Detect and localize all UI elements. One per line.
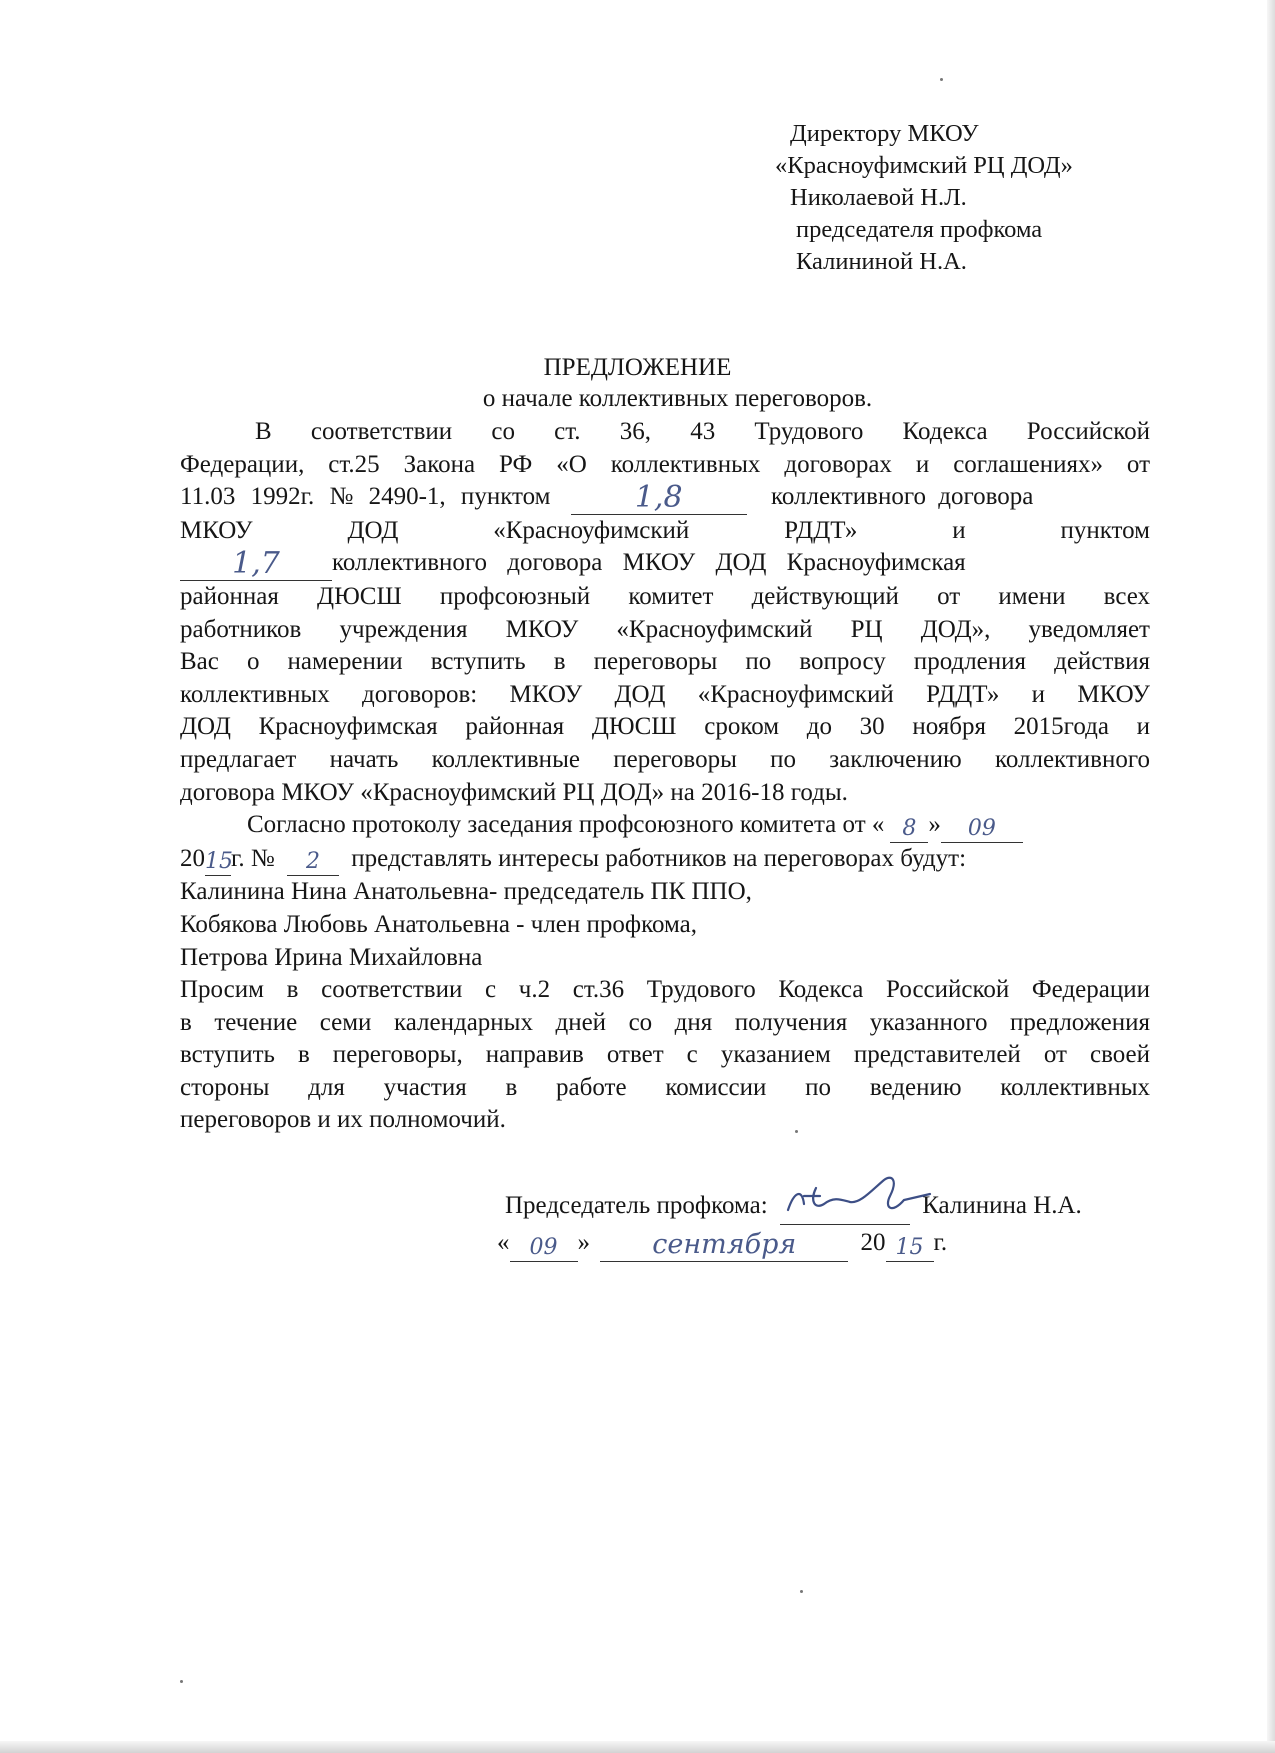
handwritten-value: 1,7 — [232, 545, 280, 581]
text-line: Федерации, ст.25 Закона РФ «О коллективных договорах и соглашениях» от — [180, 450, 1150, 478]
scan-speck — [180, 1680, 183, 1683]
addressee-line: «Красноуфимский РЦ ДОД» — [775, 152, 1073, 179]
handwritten-field — [941, 809, 1023, 843]
scan-speck — [940, 78, 943, 81]
document-title: ПРЕДЛОЖЕНИЕ — [543, 354, 732, 381]
text-line: предлагает начать коллективные переговоры по заключению коллективного — [180, 745, 1150, 773]
handwritten-value: 09 — [967, 815, 996, 841]
text-fragment: Согласно протоколу заседания профсоюзного комитета от « — [247, 811, 885, 839]
text-line: договора МКОУ «Красноуфимский РЦ ДОД» на 2016-18 годы. — [180, 778, 848, 806]
handwritten-value: 1,8 — [634, 479, 683, 515]
paragraph-notification — [180, 416, 1150, 809]
text-line: Просим в соответствии с ч.2 ст.36 Трудового Кодекса Российской Федерации — [180, 976, 1150, 1004]
handwritten-field — [571, 481, 747, 515]
handwritten-field — [180, 547, 332, 581]
text-line: МКОУ ДОД «Красноуфимский РДДТ» и пунктом — [180, 516, 1150, 544]
text-line: районная ДЮСШ профсоюзный комитет действующий от имени всех — [180, 582, 1150, 610]
handwritten-value: 15 — [895, 1235, 924, 1260]
scan-edge-bottom — [0, 1741, 1275, 1753]
text-line: стороны для участия в работе комиссии по ведению коллективных — [180, 1073, 1150, 1101]
text-fragment: 20 — [860, 1229, 886, 1256]
representative-line: Калинина Нина Анатольевна- председатель ПК ППО, — [180, 878, 752, 906]
scan-speck — [800, 1590, 803, 1593]
handwritten-field — [890, 809, 928, 843]
text-fragment: 11.03 1992г. № 2490-1, пунктом — [180, 483, 551, 511]
signature-label: Председатель профкома: — [505, 1192, 768, 1219]
signature-field — [780, 1188, 910, 1225]
document-body — [180, 416, 1150, 1137]
addressee-line: Директору МКОУ — [790, 120, 979, 147]
scan-edge-right — [1267, 0, 1275, 1753]
text-fragment: 20 — [180, 844, 205, 872]
handwritten-field — [287, 843, 339, 877]
addressee-block — [775, 118, 1073, 278]
handwritten-field — [886, 1225, 934, 1262]
text-line — [180, 547, 1150, 581]
addressee-line: Калининой Н.А. — [796, 248, 967, 275]
representative-line: Кобякова Любовь Анатольевна - член профкома, — [180, 910, 698, 938]
text-line: в течение семи календарных дней со дня получения указанного предложения — [180, 1008, 1150, 1036]
text-fragment: представлять интересы работников на переговорах будут: — [351, 844, 967, 872]
handwritten-value: сентября — [652, 1229, 797, 1260]
signature-date-line: « 09 » сентября 20 15 г. — [497, 1225, 1082, 1262]
text-line: Согласно протоколу заседания профсоюзного комитета от « 8 » 09 — [180, 809, 1150, 843]
handwritten-value: 09 — [529, 1235, 558, 1260]
paragraph-request — [180, 974, 1150, 1137]
text-line: В соответствии со ст. 36, 43 Трудового Кодекса Российской — [255, 418, 1150, 445]
handwritten-value: 15 — [205, 849, 233, 875]
handwritten-value: 2 — [306, 849, 321, 875]
text-line: вступить в переговоры, направив ответ с указанием представителей от своей — [180, 1041, 1150, 1069]
addressee-line: Николаевой Н.Л. — [790, 184, 967, 211]
text-line: ДОД Красноуфимская районная ДЮСШ сроком до 30 ноября 2015года и — [180, 713, 1150, 741]
representative-line: Петрова Ирина Михайловна — [180, 943, 483, 971]
text-fragment: г. — [933, 1229, 948, 1256]
signature-block — [497, 1188, 1082, 1262]
text-line: коллективных договоров: МКОУ ДОД «Красноуфимский РДДТ» и МКОУ — [180, 680, 1150, 708]
text-fragment: коллективного договора — [770, 483, 1034, 511]
handwritten-field — [600, 1225, 848, 1262]
text-line: работников учреждения МКОУ «Красноуфимский РЦ ДОД», уведомляет — [180, 615, 1150, 643]
text-line: Вас о намерении вступить в переговоры по вопросу продления действия — [180, 648, 1150, 676]
addressee-line: председателя профкома — [796, 216, 1043, 243]
text-fragment: коллективного договора МКОУ ДОД Красноуфимская — [332, 549, 966, 577]
text-line: переговоров и их полномочий. — [180, 1106, 506, 1134]
handwritten-signature-icon — [780, 1170, 940, 1222]
paragraph-protocol — [180, 809, 1150, 974]
text-fragment: г. № — [231, 844, 275, 872]
handwritten-value: 8 — [902, 815, 917, 841]
handwritten-field — [510, 1225, 578, 1262]
document-subtitle: о начале коллективных переговоров. — [482, 385, 873, 412]
signature-line — [505, 1188, 1082, 1225]
handwritten-field — [205, 843, 231, 877]
text-line — [180, 481, 1150, 515]
text-line — [180, 843, 1150, 877]
signer-name: Калинина Н.А. — [922, 1192, 1082, 1219]
